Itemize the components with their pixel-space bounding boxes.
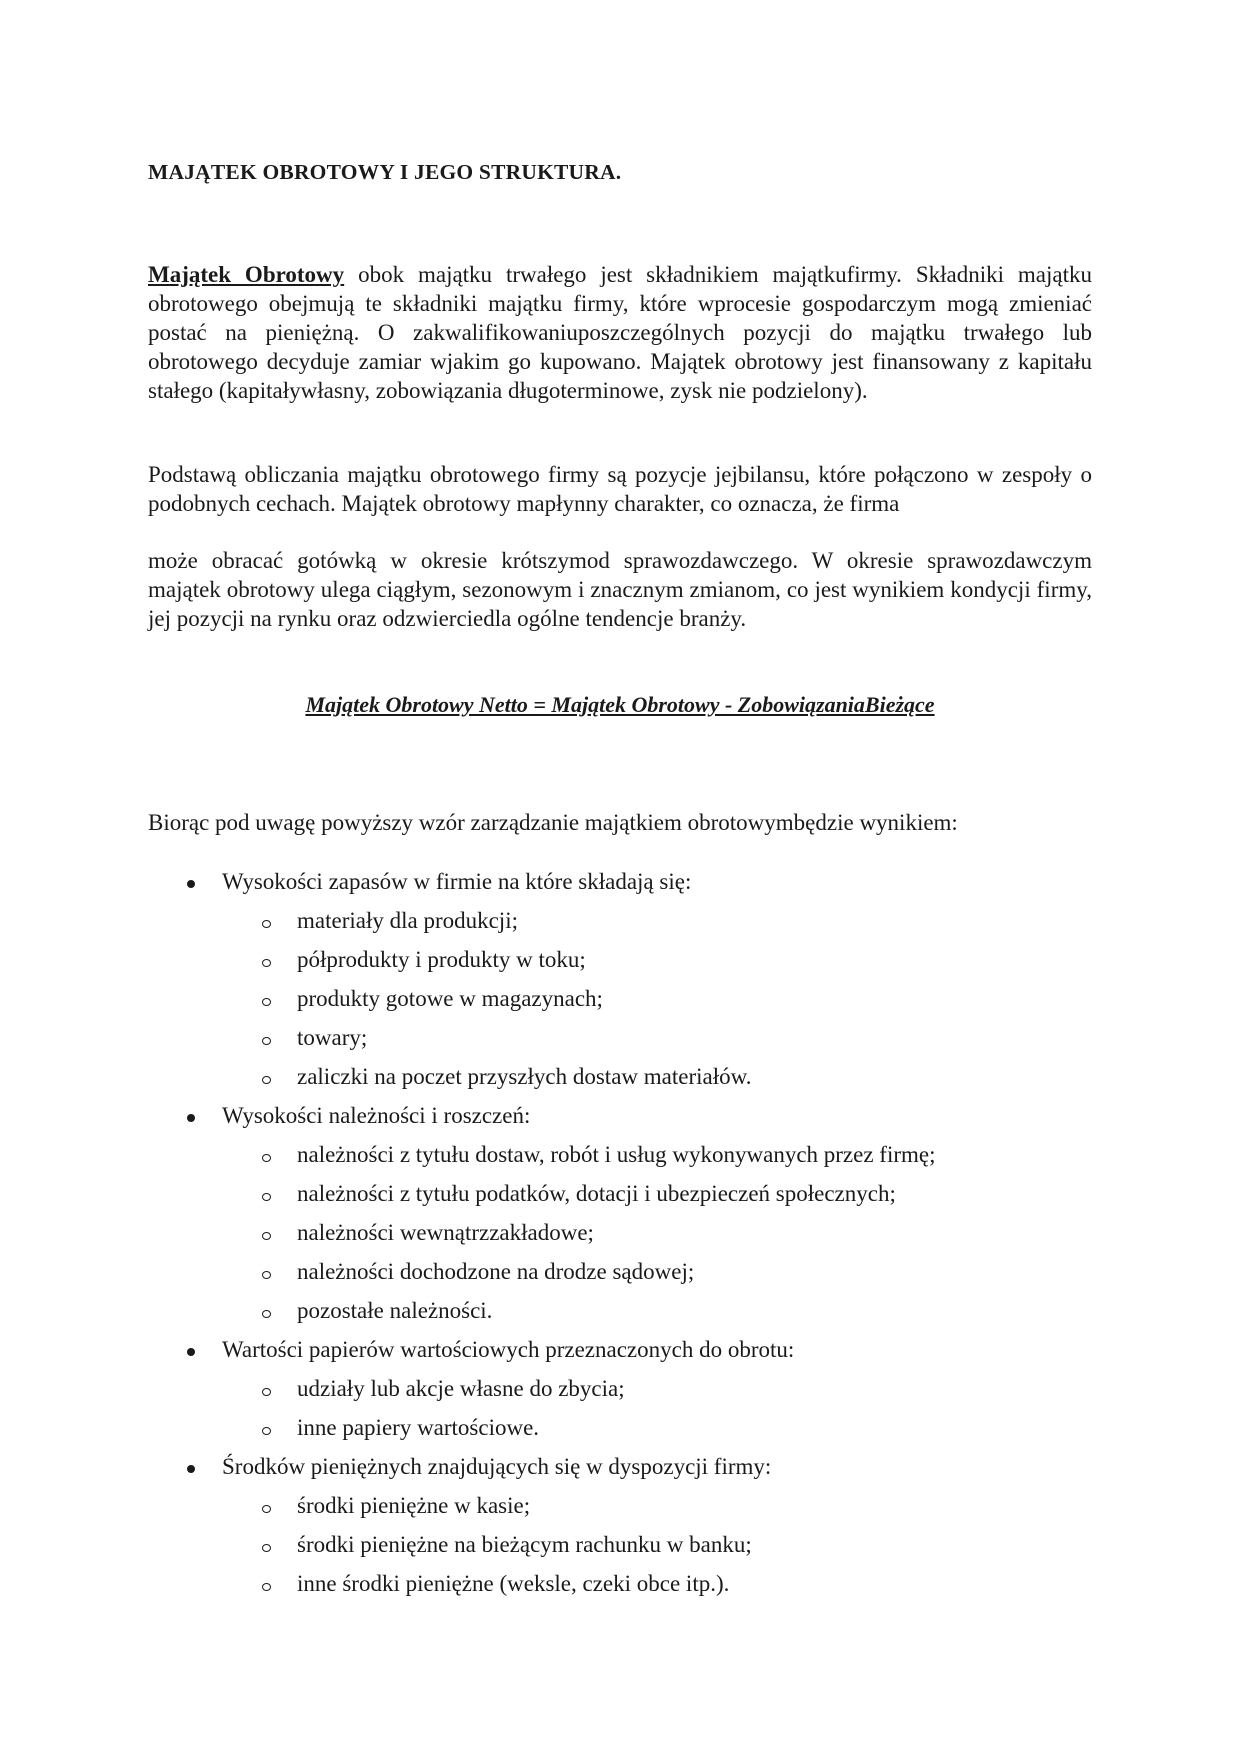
paragraph-definition-text: obok majątku trwałego jest składnikiem majątkufirmy. Składniki majątku obrotowego obejmują te składniki majątku firmy, które wprocesie gospodarczym mogą zmieniać postać na pieniężną. O zakwalifikowaniuposzczególnych pozycji do majątku trwałego lub obrotowego decyduje zamiar wjakim go kupowano. Majątek obrotowy jest finansowany z kapitału stałego (kapitaływłasny, zobowiązania długoterminowe, zysk nie podzielony). [148, 262, 1092, 403]
sublist-item: udziały lub akcje własne do zbycia; [297, 1376, 625, 1401]
formula-net-current-assets: Majątek Obrotowy Netto = Majątek Obrotowy - ZobowiązaniaBieżące [305, 692, 935, 717]
sublist-bullet [262, 1544, 271, 1552]
sublist-bullet [262, 1154, 271, 1162]
sublist-bullet [262, 998, 271, 1006]
sublist-bullet [262, 1505, 271, 1513]
paragraph-definition [148, 260, 1092, 405]
list-bullet [187, 1465, 195, 1473]
sublist-item: środki pieniężne w kasie; [297, 1493, 531, 1518]
sublist-item: materiały dla produkcji; [297, 908, 518, 933]
list-item: Wartości papierów wartościowych przeznaczonych do obrotu: [222, 1337, 795, 1362]
sublist-item: półprodukty i produkty w toku; [297, 947, 586, 972]
sublist-bullet [262, 959, 271, 967]
sublist-bullet [262, 1037, 271, 1045]
sublist-item: środki pieniężne na bieżącym rachunku w banku; [297, 1532, 752, 1557]
document-title: MAJĄTEK OBROTOWY I JEGO STRUKTURA. [148, 160, 622, 184]
sublist-item: należności wewnątrzzakładowe; [297, 1220, 594, 1245]
list-item: Środków pieniężnych znajdujących się w dyspozycji firmy: [222, 1454, 772, 1479]
sublist-item: produkty gotowe w magazynach; [297, 986, 603, 1011]
list-bullet [187, 1348, 195, 1356]
sublist-bullet [262, 1583, 271, 1591]
sublist-bullet [262, 1427, 271, 1435]
sublist-bullet [262, 1076, 271, 1084]
sublist-bullet [262, 1271, 271, 1279]
sublist-item: inne papiery wartościowe. [297, 1415, 540, 1440]
paragraph-basis: Podstawą obliczania majątku obrotowego firmy są pozycje jejbilansu, które połączono w zespoły o podobnych cechach. Majątek obrotowy mapłynny charakter, co oznacza, że firma [148, 462, 1092, 516]
list-item: Wysokości zapasów w firmie na które składają się: [222, 869, 692, 894]
sublist-bullet [262, 1388, 271, 1396]
sublist-item: zaliczki na poczet przyszłych dostaw materiałów. [297, 1064, 752, 1089]
list-bullet [187, 880, 195, 888]
sublist-item: inne środki pieniężne (weksle, czeki obce itp.). [297, 1571, 730, 1596]
list-intro: Biorąc pod uwagę powyższy wzór zarządzanie majątkiem obrotowymbędzie wynikiem: [148, 810, 958, 835]
sublist-bullet [262, 1193, 271, 1201]
sublist-bullet [262, 1232, 271, 1240]
sublist-item: należności dochodzone na drodze sądowej; [297, 1259, 695, 1284]
sublist-bullet [262, 1310, 271, 1318]
sublist-item: należności z tytułu dostaw, robót i usług wykonywanych przez firmę; [297, 1142, 936, 1167]
sublist-item: pozostałe należności. [297, 1298, 493, 1323]
list-item: Wysokości należności i roszczeń: [222, 1103, 531, 1128]
defined-term: Majątek Obrotowy [148, 262, 345, 287]
list-bullet [187, 1114, 195, 1122]
sublist-item: należności z tytułu podatków, dotacji i ubezpieczeń społecznych; [297, 1181, 896, 1206]
paragraph-turnover: może obracać gotówką w okresie krótszymod sprawozdawczego. W okresie sprawozdawczym majątek obrotowy ulega ciągłym, sezonowym i znacznym zmianom, co jest wynikiem kondycji firmy, jej pozycji na rynku oraz odzwierciedla ogólne tendencje branży. [148, 548, 1092, 631]
sublist-bullet [262, 920, 271, 928]
sublist-item: towary; [297, 1025, 368, 1050]
